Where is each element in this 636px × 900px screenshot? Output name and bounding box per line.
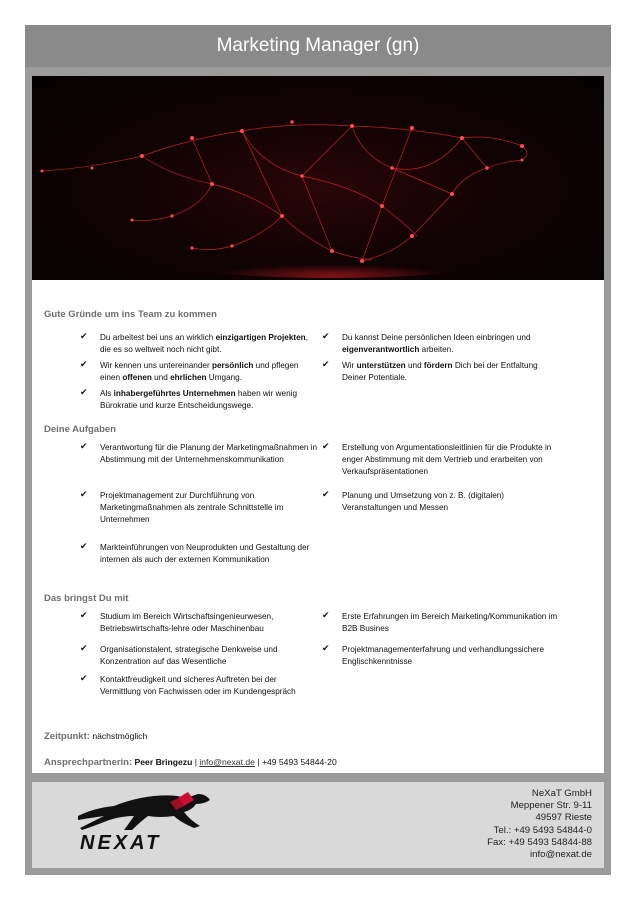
- item-text-bold: persönlich: [211, 361, 254, 370]
- check-icon: ✔: [322, 441, 330, 451]
- list-item: [100, 388, 318, 412]
- item-text-bold: fördern: [423, 361, 453, 370]
- list-item: [100, 332, 318, 356]
- timing-value: nächstmöglich: [92, 731, 148, 741]
- check-icon: ✔: [80, 489, 88, 499]
- company-email[interactable]: info@nexat.de: [529, 849, 592, 861]
- list-item: Kontaktfreudigkeit und sicheres Auftreten bei der Vermittlung von Fachwissen oder im Kundengespräch: [100, 675, 296, 696]
- check-icon: ✔: [80, 541, 88, 551]
- check-icon: ✔: [80, 359, 88, 369]
- company-fax: Fax: +49 5493 54844-88: [487, 836, 592, 848]
- list-item: Verantwortung für die Planung der Marketingmaßnahmen in Abstimmung mit der Unternehmenskommunikation: [100, 443, 318, 464]
- check-icon: ✔: [80, 673, 88, 683]
- item-text: haben wir wenig Bürokratie und kurze Entscheidungswege.: [100, 389, 298, 410]
- check-icon: ✔: [322, 643, 330, 653]
- list-item: Planung und Umsetzung von z. B. (digitalen) Veranstaltungen und Messen: [342, 491, 505, 512]
- item-text-bold: eigenverantwortlich: [342, 345, 420, 354]
- item-text: Wir: [342, 361, 357, 370]
- check-icon: ✔: [322, 610, 330, 620]
- item-text-bold: inhabergeführtes Unternehmen: [113, 389, 236, 398]
- check-icon: ✔: [80, 643, 88, 653]
- cheetah-network-graphic-icon: [32, 76, 604, 280]
- item-text-bold: ehrlichen: [170, 373, 207, 382]
- check-icon: ✔: [80, 387, 88, 397]
- contact-separator: |: [194, 757, 197, 767]
- list-item: Erste Erfahrungen im Bereich Marketing/Kommunikation im B2B Busines: [342, 612, 558, 633]
- contact-email-link[interactable]: info@nexat.de: [199, 757, 255, 767]
- item-text-bold: offenen: [122, 373, 152, 382]
- cheetah-logo-icon: [74, 786, 224, 838]
- contact-label: Ansprechpartnerin:: [44, 757, 133, 768]
- company-city: 49597 Rieste: [535, 812, 592, 824]
- item-text-bold: einzigartigen Projekten: [215, 333, 306, 342]
- section-title-reasons: Gute Gründe um ins Team zu kommen: [44, 309, 217, 320]
- list-item: Projektmanagementerfahrung und verhandlungssichere Englischkenntnisse: [342, 645, 545, 666]
- check-icon: ✔: [322, 359, 330, 369]
- check-icon: ✔: [322, 489, 330, 499]
- item-text: Umgang.: [206, 373, 243, 382]
- list-item: Erstellung von Argumentationsleitlinien für die Produkte in enger Abstimmung mit dem Vertrieb und erarbeiten von Verkaufspräsentationen: [342, 443, 552, 476]
- item-text: und: [151, 373, 171, 382]
- item-text: Als: [100, 389, 114, 398]
- footer: [32, 782, 604, 868]
- section-title-profile: Das bringst Du mit: [44, 593, 129, 604]
- list-item: Studium im Bereich Wirtschaftsingenieurwesen, Betriebswirtschafts-lehre oder Maschinenbau: [100, 612, 274, 633]
- check-icon: ✔: [322, 331, 330, 341]
- check-icon: ✔: [80, 610, 88, 620]
- list-item: Organisationstalent, strategische Denkweise und Konzentration auf das Wesentliche: [100, 645, 278, 666]
- contact-phone: +49 5493 54844-20: [261, 757, 337, 767]
- item-text: und pflegen einen: [100, 361, 299, 382]
- list-item: [342, 360, 560, 384]
- item-text: Dich bei der Entfaltung Deiner Potentiale.: [342, 361, 538, 382]
- company-tel: Tel.: +49 5493 54844-0: [493, 824, 592, 836]
- contact-row: [44, 757, 337, 768]
- logo-text: NEXAT: [80, 832, 162, 854]
- check-icon: ✔: [80, 331, 88, 341]
- company-address: [487, 788, 592, 861]
- item-text: , die es so weltweit noch nicht gibt.: [100, 333, 308, 354]
- contact-separator: |: [257, 757, 260, 767]
- list-item: [342, 332, 560, 356]
- item-text: Du kannst Deine persönlichen Ideen einbringen und: [342, 333, 531, 342]
- page-title: Marketing Manager (gn): [25, 25, 611, 67]
- company-street: Meppener Str. 9-11: [510, 800, 592, 812]
- item-text: arbeiten.: [419, 345, 454, 354]
- item-text: Wir kennen uns untereinander: [100, 361, 212, 370]
- hero-image: [32, 76, 604, 280]
- timing-row: [44, 731, 147, 742]
- check-icon: ✔: [80, 441, 88, 451]
- list-item: [100, 360, 318, 384]
- timing-label: Zeitpunkt:: [44, 731, 90, 742]
- section-title-tasks: Deine Aufgaben: [44, 424, 116, 435]
- list-item: Markteinführungen von Neuprodukten und Gestaltung der internen als auch der externen Kommunikation: [100, 543, 310, 564]
- item-text: Du arbeitest bei uns an wirklich: [100, 333, 216, 342]
- list-item: Projektmanagement zur Durchführung von Marketingmaßnahmen als zentrale Schnittstelle im Unternehmen: [100, 491, 284, 524]
- company-name: NeXaT GmbH: [531, 788, 592, 799]
- item-text: und: [405, 361, 424, 370]
- item-text-bold: unterstützen: [356, 361, 406, 370]
- contact-name: Peer Bringezu: [134, 757, 193, 767]
